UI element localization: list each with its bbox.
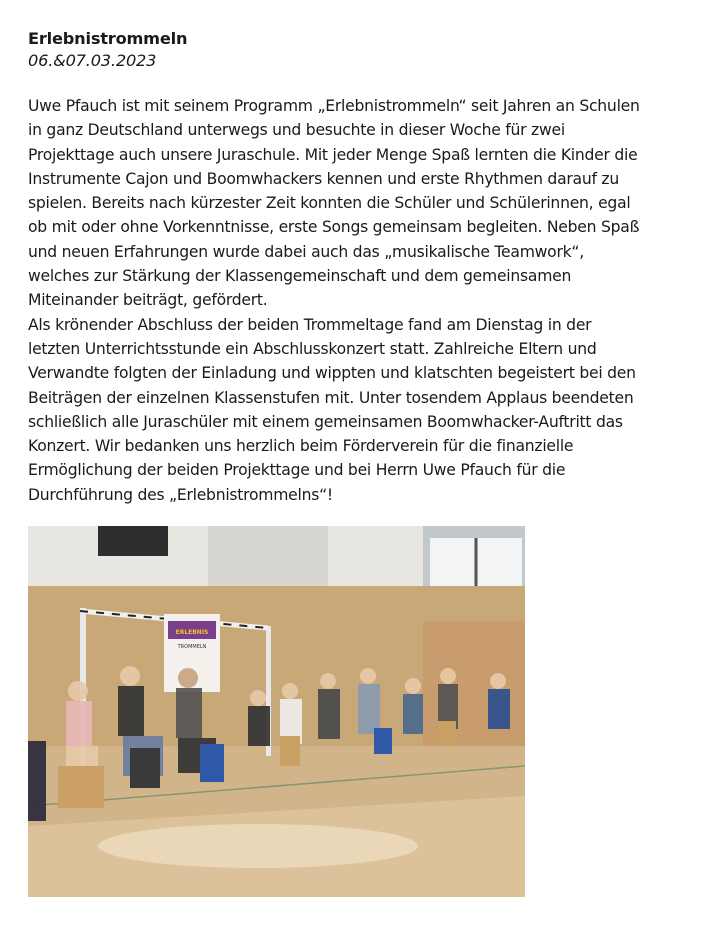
- article-date: 06.&07.03.2023: [28, 51, 157, 70]
- article-photo: [28, 526, 525, 897]
- banner-logo-text: ERLEBNIS: [175, 629, 209, 636]
- body-line: Projekttage auch unsere Juraschule. Mit jeder Menge Spaß lernten die Kinder die: [28, 145, 638, 164]
- article-body: [28, 94, 698, 507]
- body-line: in ganz Deutschland unterwegs und besuchte in dieser Woche für zwei: [28, 121, 565, 140]
- body-line: Als krönender Abschluss der beiden Trommeltage fand am Dienstag in der: [28, 315, 592, 334]
- body-line: Instrumente Cajon und Boomwhackers kennen und erste Rhythmen darauf zu: [28, 169, 619, 188]
- body-line: Ermöglichung der beiden Projekttage und bei Herrn Uwe Pfauch für die: [28, 461, 566, 480]
- body-line: Durchführung des „Erlebnistrommelns“!: [28, 485, 333, 504]
- article-title: Erlebnistrommeln: [28, 29, 188, 48]
- body-line: Uwe Pfauch ist mit seinem Programm „Erlebnistrommeln“ seit Jahren an Schulen: [28, 97, 640, 115]
- body-line: schließlich alle Juraschüler mit einem gemeinsamen Boomwhacker-Auftritt das: [28, 412, 623, 431]
- svg-text:TROMMELN: TROMMELN: [177, 644, 207, 650]
- body-line: letzten Unterrichtsstunde ein Abschlusskonzert statt. Zahlreiche Eltern und: [28, 339, 597, 358]
- body-line: Miteinander beiträgt, gefördert.: [28, 291, 268, 310]
- body-line: spielen. Bereits nach kürzester Zeit konnten die Schüler und Schülerinnen, egal: [28, 194, 631, 213]
- article: [28, 28, 698, 507]
- body-line: Beiträgen der einzelnen Klassenstufen mit. Unter tosendem Applaus beendeten: [28, 388, 634, 407]
- body-line: und neuen Erfahrungen wurde dabei auch das „musikalische Teamwork“,: [28, 242, 584, 261]
- body-line: ob mit oder ohne Vorkenntnisse, erste Songs gemeinsam begleiten. Neben Spaß: [28, 218, 640, 237]
- body-line: Verwandte folgten der Einladung und wippten und klatschten begeistert bei den: [28, 364, 636, 383]
- body-line: welches zur Stärkung der Klassengemeinschaft und dem gemeinsamen: [28, 267, 572, 286]
- body-line: Konzert. Wir bedanken uns herzlich beim Förderverein für die finanzielle: [28, 437, 574, 456]
- gym-drumming-photo: [28, 526, 525, 897]
